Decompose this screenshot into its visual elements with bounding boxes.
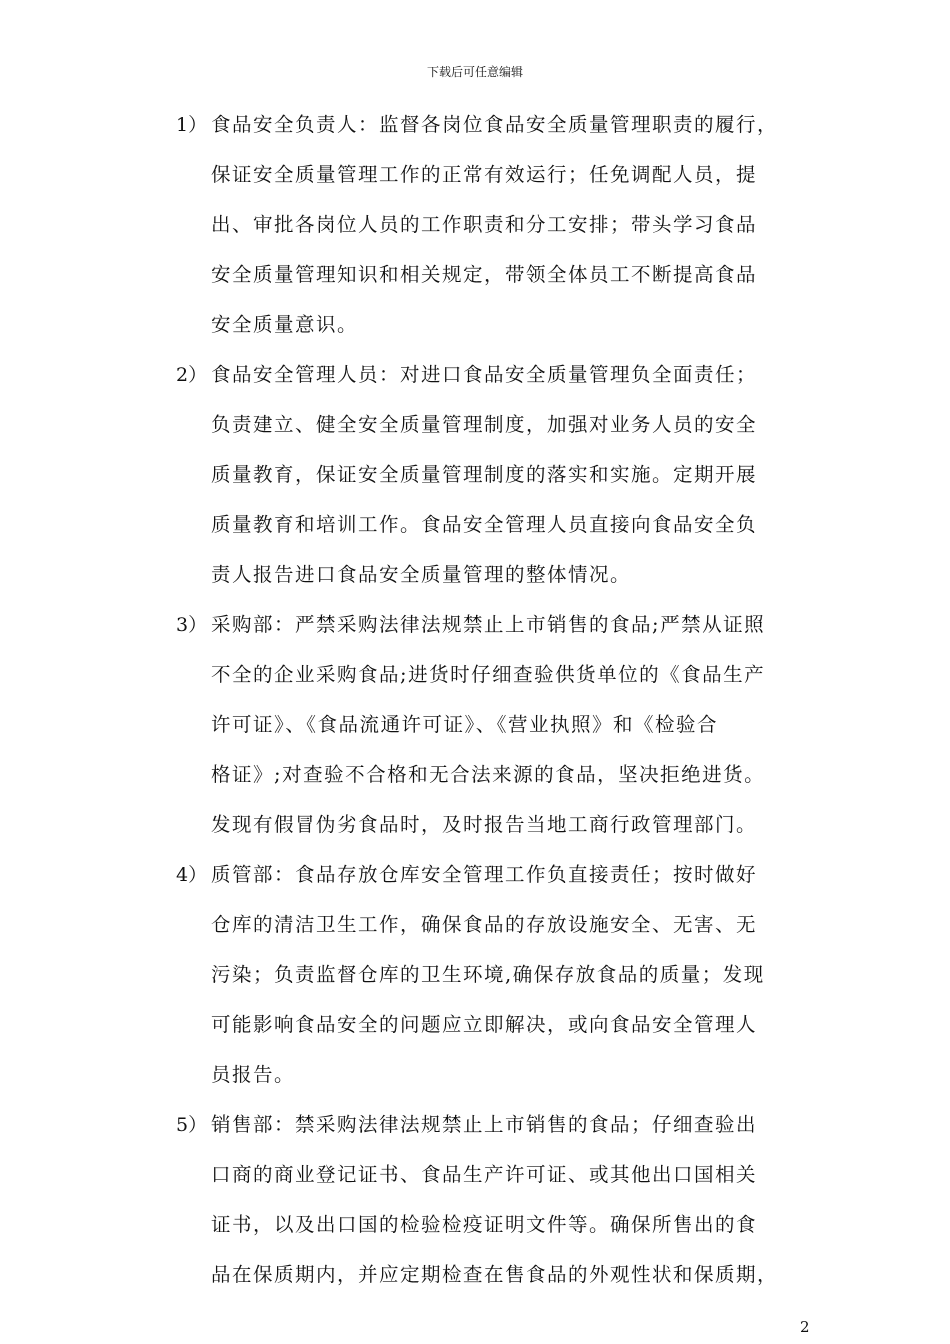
text-line: 发现有假冒伪劣食品时，及时报告当地工商行政管理部门。 bbox=[211, 813, 758, 836]
text-line: 采购部：严禁采购法律法规禁止上市销售的食品;严禁从证照 bbox=[211, 613, 766, 636]
text-line: 食品安全管理人员：对进口食品安全质量管理负全面责任； bbox=[211, 363, 758, 386]
text-line: 证书，以及出口国的检验检疫证明文件等。确保所售出的食 bbox=[211, 1213, 758, 1236]
text-line: 保证安全质量管理工作的正常有效运行；任免调配人员，提 bbox=[211, 163, 758, 186]
list-item-marker: 5） bbox=[176, 1114, 208, 1136]
list-item bbox=[0, 350, 950, 600]
text-line: 安全质量意识。 bbox=[211, 313, 359, 336]
text-line: 食品安全负责人：监督各岗位食品安全质量管理职责的履行， bbox=[211, 113, 779, 136]
text-line: 格证》;对查验不合格和无合法来源的食品，坚决拒绝进货。 bbox=[211, 763, 766, 786]
text-line: 不全的企业采购食品;进货时仔细查验供货单位的《食品生产 bbox=[211, 663, 766, 686]
text-line: 责人报告进口食品安全质量管理的整体情况。 bbox=[211, 563, 632, 586]
text-line: 质管部：食品存放仓库安全管理工作负直接责任；按时做好 bbox=[211, 863, 758, 886]
text-line: 仓库的清洁卫生工作，确保食品的存放设施安全、无害、无 bbox=[211, 913, 758, 936]
document-body bbox=[0, 100, 950, 1300]
list-item-marker: 2） bbox=[176, 364, 208, 386]
page-number: 2 bbox=[800, 1318, 810, 1336]
list-item-marker: 1） bbox=[176, 114, 208, 136]
text-line: 质量教育，保证安全质量管理制度的落实和实施。定期开展 bbox=[211, 463, 758, 486]
text-line: 污染；负责监督仓库的卫生环境,确保存放食品的质量；发现 bbox=[211, 963, 765, 986]
text-line: 口商的商业登记证书、食品生产许可证、或其他出口国相关 bbox=[211, 1163, 758, 1186]
text-line: 销售部：禁采购法律法规禁止上市销售的食品；仔细查验出 bbox=[211, 1113, 758, 1136]
page-header: 下载后可任意编辑 bbox=[426, 65, 523, 79]
list-item-marker: 4） bbox=[176, 864, 208, 886]
list-item bbox=[0, 600, 950, 850]
text-line: 员报告。 bbox=[211, 1063, 296, 1086]
list-item bbox=[0, 1100, 950, 1300]
list-item bbox=[0, 850, 950, 1100]
text-line: 负责建立、健全安全质量管理制度，加强对业务人员的安全 bbox=[211, 413, 758, 436]
text-line: 品在保质期内，并应定期检查在售食品的外观性状和保质期， bbox=[211, 1263, 779, 1286]
text-line: 可能影响食品安全的问题应立即解决，或向食品安全管理人 bbox=[211, 1013, 758, 1036]
text-line: 安全质量管理知识和相关规定，带领全体员工不断提高食品 bbox=[211, 263, 758, 286]
list-item bbox=[0, 100, 950, 350]
text-line: 出、审批各岗位人员的工作职责和分工安排；带头学习食品 bbox=[211, 213, 758, 236]
text-line: 质量教育和培训工作。食品安全管理人员直接向食品安全负 bbox=[211, 513, 758, 536]
text-line: 许可证》、《食品流通许可证》、《营业执照》和《检验合 bbox=[211, 713, 719, 736]
list-item-marker: 3） bbox=[176, 614, 208, 636]
